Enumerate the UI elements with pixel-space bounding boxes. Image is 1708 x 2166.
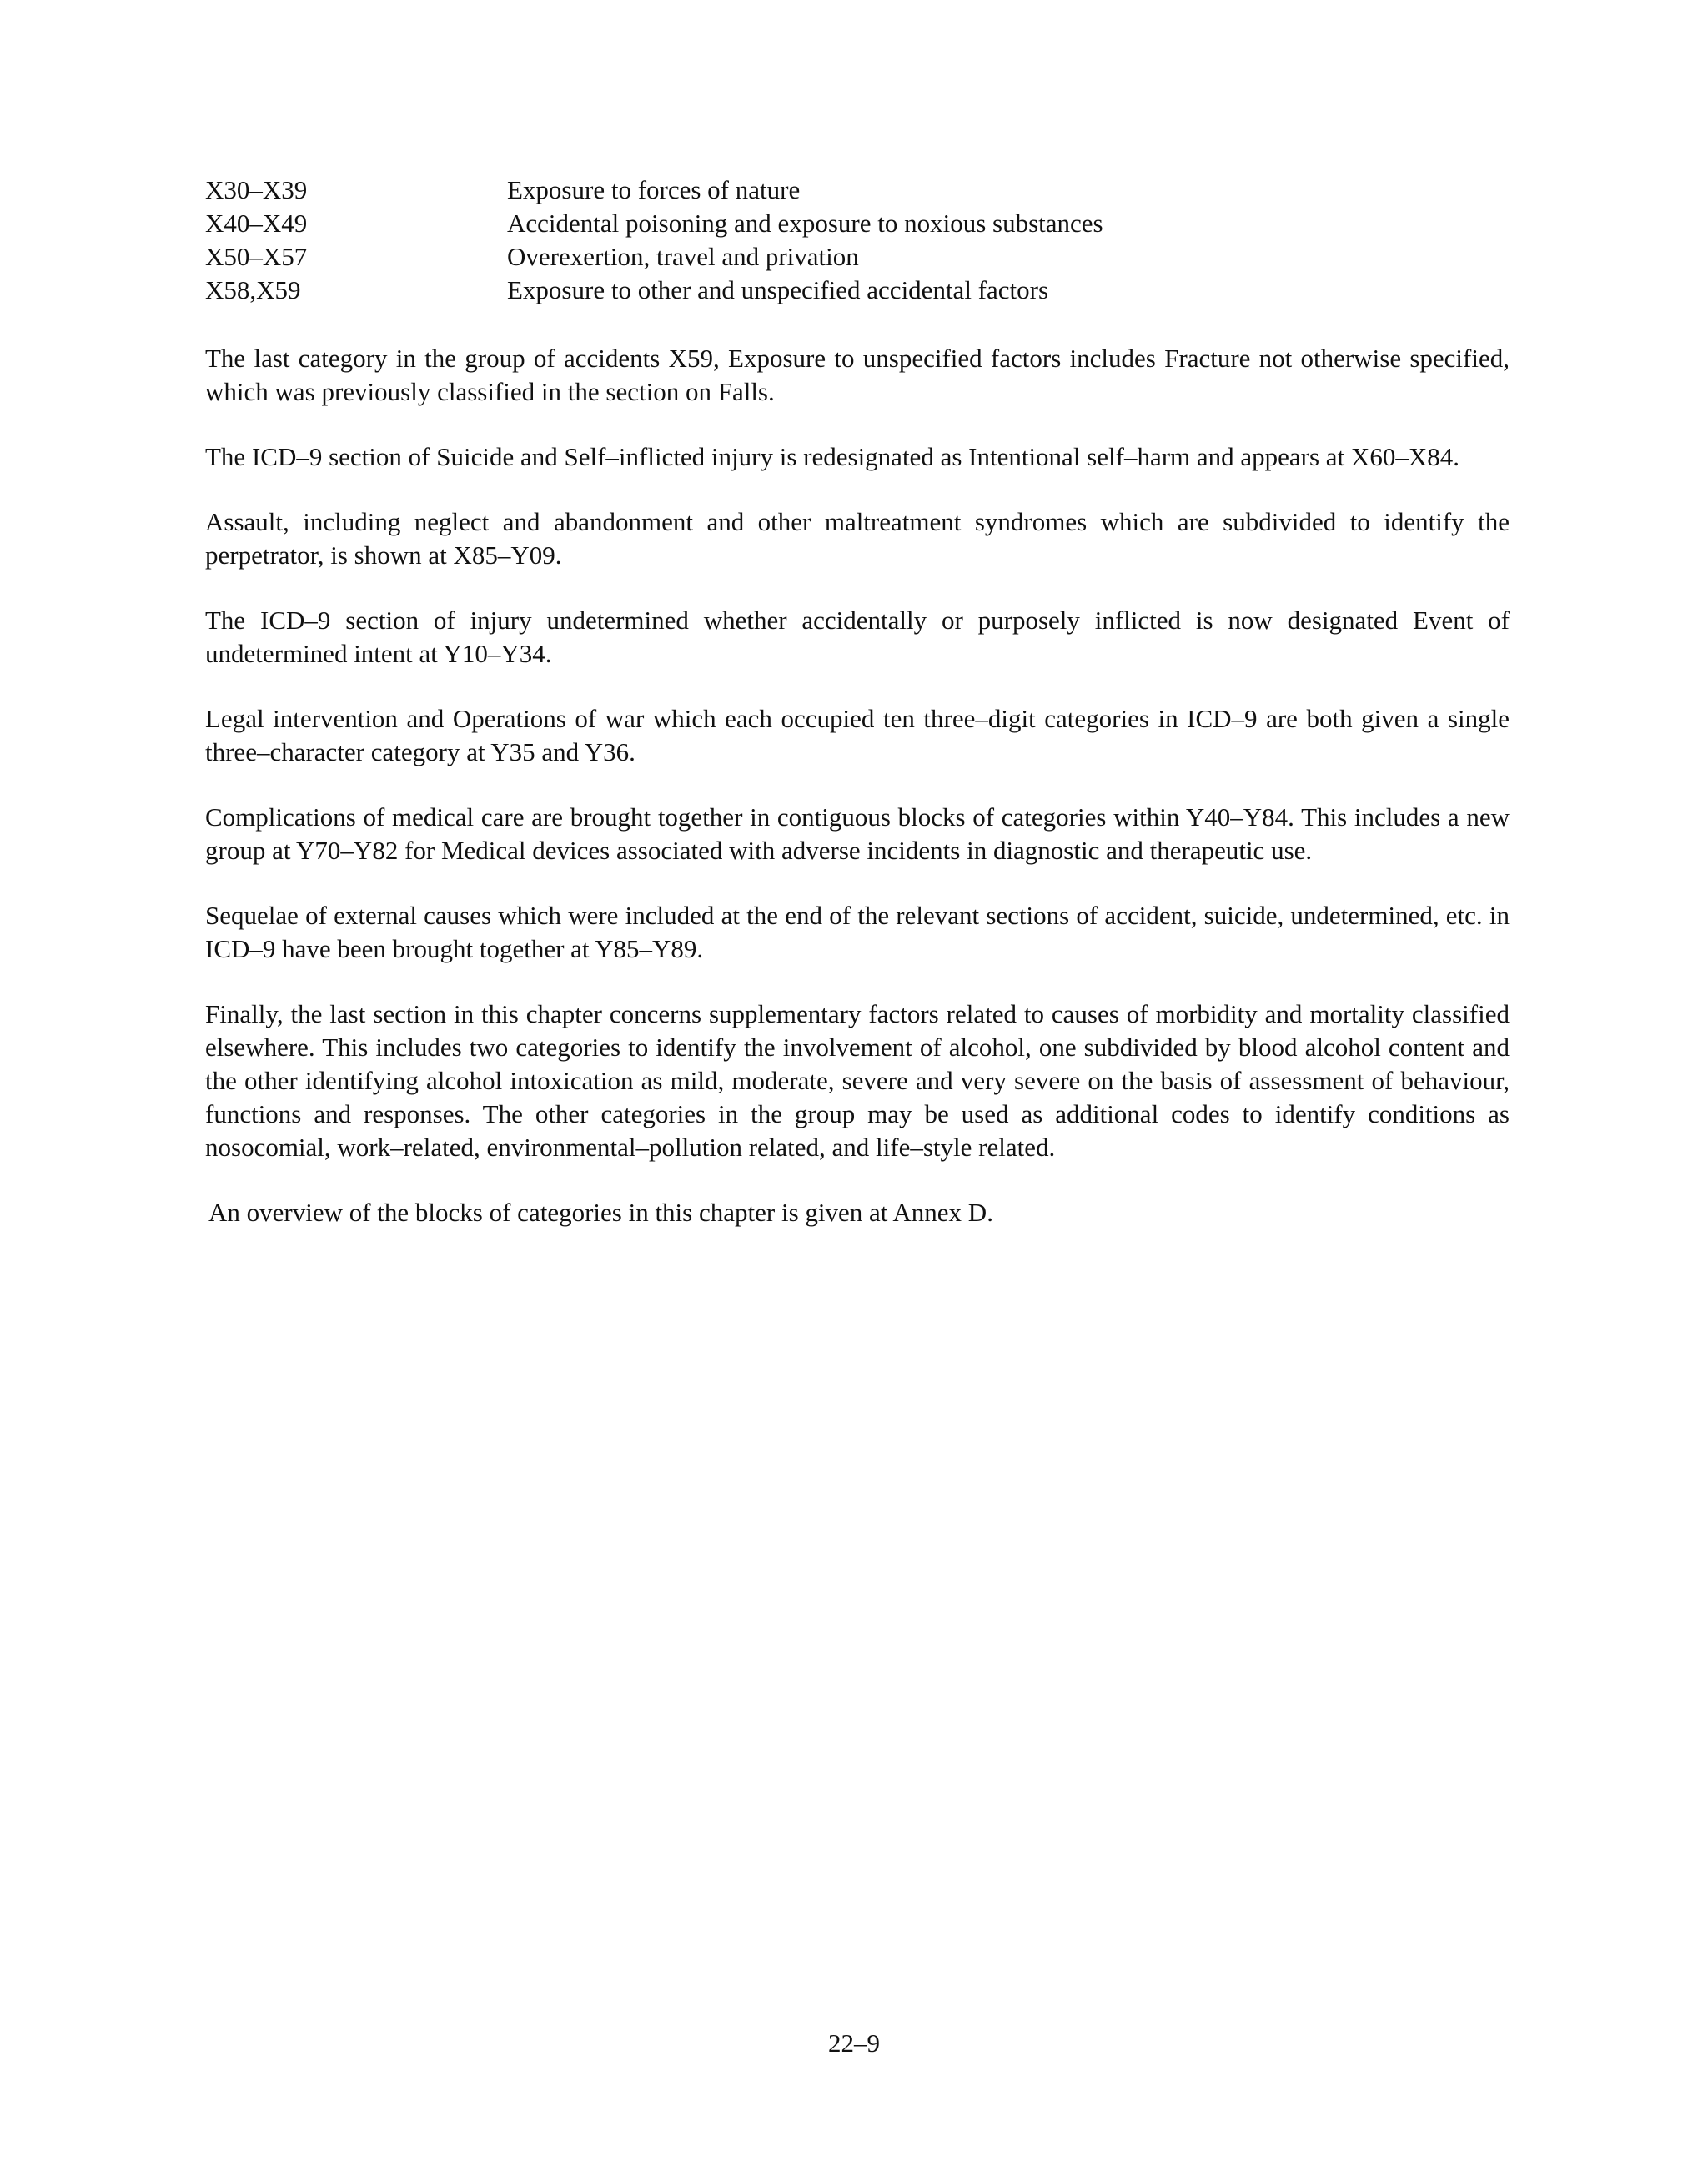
paragraph-annex-overview: An overview of the blocks of categories in this chapter is given at Annex D. — [208, 1198, 993, 1227]
category-block-row — [205, 207, 1506, 240]
body-text — [205, 342, 1510, 1229]
paragraph-x59-note: The last category in the group of accidents X59, Exposure to unspecified factors includes Fracture not otherwise specified, which was previously classified in the section on Falls. — [205, 344, 1510, 406]
block-description: Exposure to other and unspecified accidental factors — [507, 275, 1049, 304]
category-block-row — [205, 173, 1506, 207]
page-number: 22–9 — [828, 2028, 880, 2058]
block-code: X30–X39 — [205, 175, 308, 204]
paragraph-undetermined-intent: The ICD–9 section of injury undetermined whether accidentally or purposely inflicted is now designated Event of undetermined intent at Y10–Y34. — [205, 606, 1510, 668]
block-description: Exposure to forces of nature — [507, 175, 801, 204]
paragraph-sequelae: Sequelae of external causes which were included at the end of the relevant sections of accident, suicide, undetermined, etc. in ICD–9 have been brought together at Y85–Y89. — [205, 901, 1510, 963]
paragraph-medical-care: Complications of medical care are brought together in contiguous blocks of categories within Y40–Y84. This includes a new group at Y70–Y82 for Medical devices associated with adverse incidents in diagnostic and therapeutic use. — [205, 802, 1510, 865]
category-block-row — [205, 240, 1506, 274]
paragraph-supplementary-factors: Finally, the last section in this chapter concerns supplementary factors related to causes of morbidity and mortality classified elsewhere. This includes two categories to identify the involvement of alcohol, one subdivided by blood alcohol content and the other identifying alcohol intoxication as mild, moderate, severe and very severe on the basis of assessment of behaviour, functions and responses. The other categories in the group may be used as additional codes to identify conditions as nosocomial, work–related, environmental–pollution related, and life–style related. — [205, 999, 1510, 1162]
category-blocks-list — [205, 173, 1506, 307]
paragraph-legal-intervention: Legal intervention and Operations of war which each occupied ten three–digit categories in ICD–9 are both given a single three–character category at Y35 and Y36. — [205, 704, 1510, 766]
block-description: Overexertion, travel and privation — [507, 242, 859, 271]
category-block-row — [205, 274, 1506, 307]
block-code: X58,X59 — [205, 275, 301, 304]
paragraph-intentional-self-harm: The ICD–9 section of Suicide and Self–inflicted injury is redesignated as Intentional self–harm and appears at X60–X84. — [205, 442, 1459, 471]
block-description: Accidental poisoning and exposure to noxious substances — [507, 209, 1103, 238]
paragraph-assault: Assault, including neglect and abandonment and other maltreatment syndromes which are subdivided to identify the perpetrator, is shown at X85–Y09. — [205, 507, 1510, 570]
block-code: X50–X57 — [205, 242, 308, 271]
block-code: X40–X49 — [205, 209, 308, 238]
